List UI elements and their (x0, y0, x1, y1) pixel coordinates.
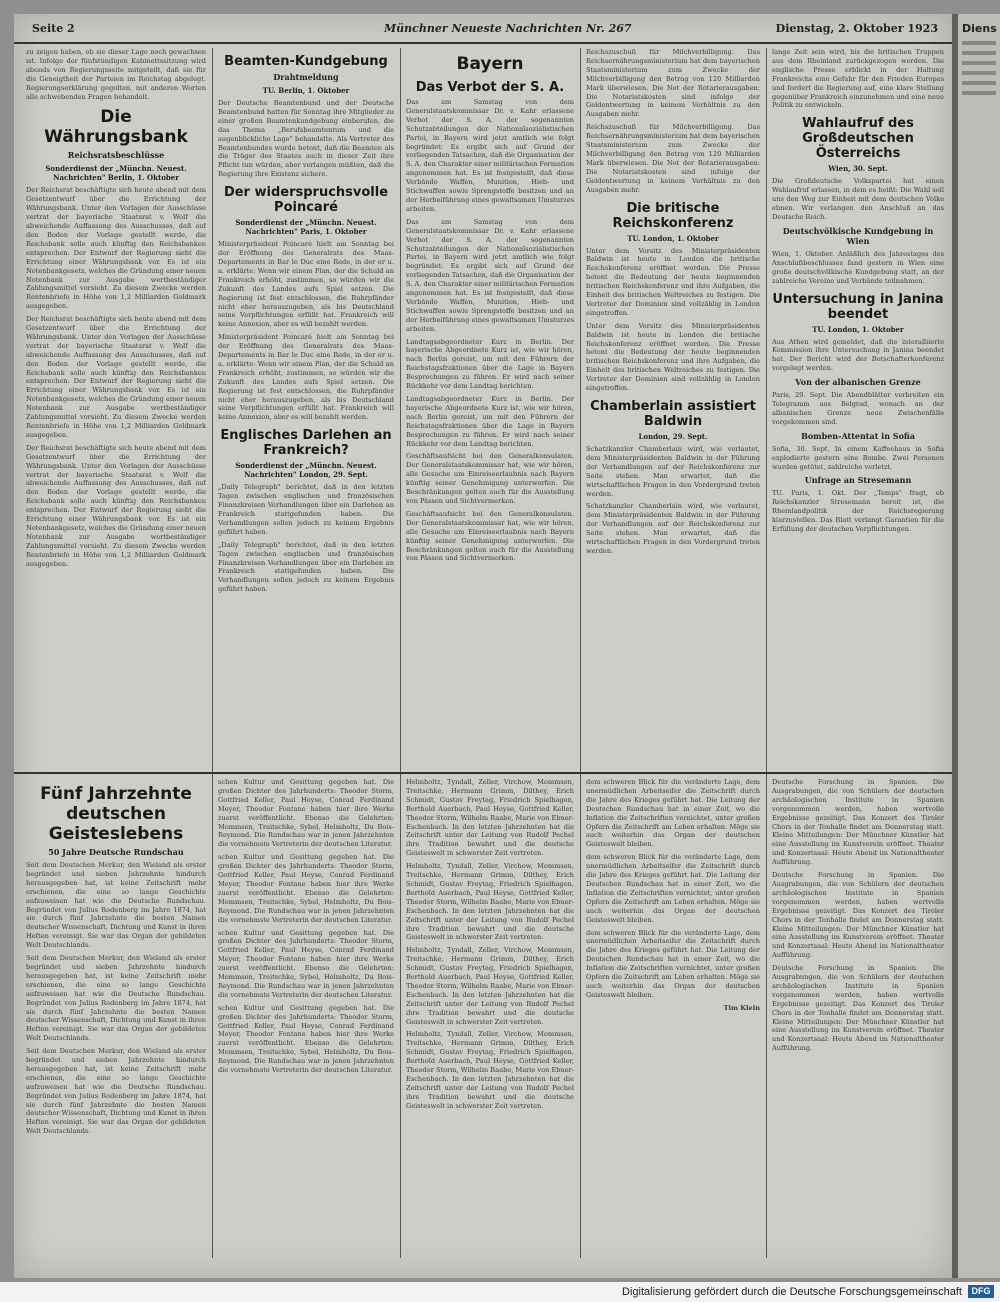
headline-bayern: Bayern (456, 54, 524, 74)
article-text: Landtagsabgeordneter Kurz in Berlin. Der bayerische Abgeordnete Kurz ist, wie wir hören, nach Berlin gereist, um mit den Führern der Reichstagsfraktionen über die Lage in Bayern Besprechungen zu führen. Er wird nach seiner Rückkehr vor dem Landtag berichten. (406, 395, 574, 448)
headline-poincare: Der widerspruchsvolle Poincaré (223, 185, 389, 216)
subheadline-sofia: Bomben-Attentat in Sofia (801, 430, 915, 441)
dateline: TU. Berlin, 1. Oktober (262, 86, 350, 95)
dateline: TU. London, 1. Oktober (812, 324, 904, 334)
article-text: schen Kultur und Gesittung gegeben hat. Die großen Dichter des Jahrhunderts: Theodor Storm, Gottfried Keller, Paul Heyse, Conrad Ferdinand Meyer, Theodor Fontane haben hier ihre Werke zuerst veröffentlicht. Ebenso die Gelehrten: Mommsen, Treitschke, Sybel, Helmholtz, Du Bois-Reymond. Die Rundschau war in jenen Jahrzehnten die vornehmste Vertreterin der deutschen Literatur. (218, 853, 394, 924)
article-text: dem schweren Blick für die veränderte Lage, dem unermüdlichen Arbeitseifer die Zeitschrift durch die Jahre des Krieges geführt hat. Die Leitung der Deutschen Rundschau hat in einer Zeit, wo die Inflation die Zeitschriften vernichtet, unter großen Opfern die Zeitschrift am Leben erhalten. Möge sie auch weiterhin das Organ der deutschen Geisteswelt bleiben. (586, 778, 760, 849)
dateline: TU. London, 1. Oktober (627, 233, 719, 243)
article-text: Schatzkanzler Chamberlain wird, wie verlautet, dem Ministerpräsidenten Baldwin in der Führung der Verhandlungen auf der Reichskonferenz zur Seite stehen. Man erwartet, daß die wirtschaftlichen Fragen in den Vordergrund treten werden. (586, 502, 760, 555)
headline-janina: Untersuchung in Janina beendet (772, 291, 944, 322)
headline-wahlaufruf: Wahlaufruf des Großdeutschen Österreichs (802, 116, 914, 162)
article-text: schen Kultur und Gesittung gegeben hat. Die großen Dichter des Jahrhunderts: Theodor Storm, Gottfried Keller, Paul Heyse, Conrad Ferdinand Meyer, Theodor Fontane haben hier ihre Werke zuerst veröffentlicht. Ebenso die Gelehrten: Mommsen, Treitschke, Sybel, Helmholtz, Du Bois-Reymond. Die Rundschau war in jenen Jahrzehnten die vornehmste Vertreterin der deutschen Literatur. (218, 1003, 394, 1075)
column-rule (400, 48, 401, 1258)
article-text: „Daily Telegraph" berichtet, daß in den letzten Tagen zwischen englischen und französischen Finanzkreisen Verhandlungen über ein Darlehen an Frankreich stattgefunden haben. Die Verhandlungen sollen jedoch zu keinem Ergebnis geführt haben. (218, 483, 394, 536)
text-line (962, 91, 996, 95)
column-rule (212, 48, 213, 1258)
dateline: Wien, 30. Sept. (828, 164, 888, 174)
article-text: schen Kultur und Gesittung gegeben hat. Die großen Dichter des Jahrhunderts: Theodor Storm, Gottfried Keller, Paul Heyse, Conrad Ferdinand Meyer, Theodor Fontane haben hier ihre Werke zuerst veröffentlicht. Ebenso die Gelehrten: Mommsen, Treitschke, Sybel, Helmholtz, Du Bois-Reymond. Die Rundschau war in jenen Jahrzehnten die vornehmste Vertreterin der deutschen Literatur. (218, 928, 394, 999)
article-text: Der Deutsche Beamtenbund und der Deutsche Beamtenbund hatten für Sonntag ihre Mitglieder zu einer großen Beamtenkundgebung einberufen, die das Thema „Berufsbeamtentum und die augenblickliche Lage" behandelte. Als Vertreter des Beamtenbundes wurde betont, daß die Beamten als die Träger des Staates auch in dieser Zeit ihre Pflicht tun würden, aber verlangen müßten, daß die Regierung ihre Existenz sichere. (218, 99, 394, 179)
article-text: Paris, 29. Sept. Die Abendblätter verbreiten ein Telegramm aus Belgrad, wonach an der albanischen Grenze neue Zwischenfälle vorgekommen sind. (772, 391, 944, 426)
article-text: Landtagsabgeordneter Kurz in Berlin. Der bayerische Abgeordnete Kurz ist, wie wir hören, nach Berlin gereist, um mit den Führern der Reichstagsfraktionen über die Lage in Bayern Besprechungen zu führen. Er wird nach seiner Rückkehr vor dem Landtag berichten. (406, 337, 574, 391)
text-line (962, 61, 996, 65)
article-text: Helmholtz, Tyndall, Zeller, Virchow, Mommsen, Treitschke, Hermann Grimm, Dilthey, Erich Schmidt, Gustav Freytag, Friedrich Spielhagen, Berthold Auerbach, Paul Heyse, Gottfried Keller, Theodor Storm, Wilhelm Raabe, Marie von Ebner-Eschenbach. In den letzten Jahrzehnten hat die Zeitschrift unter der Leitung von Rudolf Pechel ihre Tradition bewahrt und die deutsche Geisteswelt in schwerster Zeit vertreten. (406, 946, 574, 1026)
article-text: Seit dem Deutschen Merkur, den Wieland als erster begründet und sieben Jahrzehnte hindurch herausgegeben hat, ist keine Zeitschrift mehr erschienen, die eine so lange Geschichte aufzuweisen hat wie die Deutsche Rundschau. Begründet von Julius Rodenberg im Jahre 1874, hat sie durch fünf Jahrzehnte die besten Namen deutscher Wissenschaft, Dichtung und Kunst in ihren Heften vereinigt. Sie war das Organ der gebildeten Welt Deutschlands. (26, 1047, 206, 1136)
article-text: Reichszuschuß für Milchverbilligung. Das Reichsernährungsministerium hat dem bayerischen Staatsministerium zum Zwecke der Milchverbilligung den Betrag von 120 Milliarden Mark überwiesen. Die Not der Rotarierausgaben: Die Notariatskosten sind infolge der Geldentwertung in keinem Verhältnis zu den Ausgaben mehr. (586, 123, 760, 194)
headline-fuenf-jahrzehnte: Fünf Jahrzehnte deutschen Geisteslebens (40, 784, 192, 844)
masthead: Münchner Neueste Nachrichten Nr. 267 (384, 22, 632, 35)
article-text: Die Großdeutsche Volkspartei hat einen Wahlaufruf erlassen, in dem es heißt: Die Wahl soll uns den Weg zur Einheit mit dem deutschen Volke ebnen. Wir verlangen den Anschluß an das Deutsche Reich. (772, 177, 944, 221)
feuilleton-column-5 (772, 778, 944, 1258)
feuilleton-column-2 (218, 778, 394, 1258)
article-text: Geschäftsaufsicht bei den Generalkonsulaten. Der Generalstaatskommissar hat, wie wir hören, alle Gesuche um Einreiseerlaubnis nach Bayern künftig seiner Genehmigung unterworfen. Die Beschränkungen gelten auch für die Ausstellung von Pässen und Sichtvermerken. (406, 452, 574, 505)
article-text: Unter dem Vorsitz des Ministerpräsidenten Baldwin ist heute in London die britische Reichskonferenz eröffnet worden. Die Presse betont die Bedeutung der heute beginnenden britischen Reichskonferenz und ihre Aufgaben, die Einheit des britischen Weltreiches zu festigen. Die Vertreter der Dominien sind vollzählig in London eingetroffen. (586, 246, 760, 317)
dateline: Sonderdienst der „Münchn. Neuest. Nachrichten" London, 29. Sept. (235, 461, 377, 480)
article-author: Tim Klein (723, 1003, 760, 1012)
column-1 (26, 48, 206, 768)
article-text: Seit dem Deutschen Merkur, den Wieland als erster begründet und sieben Jahrzehnte hindurch herausgegeben hat, ist keine Zeitschrift mehr erschienen, die eine so lange Geschichte aufzuweisen hat wie die Deutsche Rundschau. Begründet von Julius Rodenberg im Jahre 1874, hat sie durch fünf Jahrzehnte die besten Namen deutscher Wissenschaft, Dichtung und Kunst in ihren Heften vereinigt. Sie war das Organ der gebildeten Welt Deutschlands. (26, 954, 206, 1043)
subheadline-sa-verbot: Das Verbot der S. A. (415, 80, 565, 95)
dfg-logo: DFG (968, 1285, 994, 1298)
article-text: schen Kultur und Gesittung gegeben hat. Die großen Dichter des Jahrhunderts: Theodor Storm, Gottfried Keller, Paul Heyse, Conrad Ferdinand Meyer, Theodor Fontane haben hier ihre Werke zuerst veröffentlicht. Ebenso die Gelehrten: Mommsen, Treitschke, Sybel, Helmholtz, Du Bois-Reymond. Die Rundschau war in jenen Jahrzehnten die vornehmste Vertreterin der deutschen Literatur. (218, 778, 394, 849)
page-header (14, 14, 952, 44)
article-text: Deutsche Forschung in Spanien. Die Ausgrabungen, die von Schülern der deutschen archäologischen Institute in Spanien vorgenommen werden, haben wertvolle Ergebnisse gezeitigt. Das Konzert des Tiroler Chors in der Tonhalle findet am Donnerstag statt. Kleine Mitteilungen: Der Münchner Künstler hat eine Ausstellung im Kunstverein eröffnet. Theater und Konzertsaal: Heute Abend im Nationaltheater Aufführung. (772, 964, 944, 1053)
headline-beamten: Beamten-Kundgebung (224, 54, 388, 69)
adjacent-page-edge (958, 14, 1000, 1278)
article-text: Geschäftsaufsicht bei den Generalkonsulaten. Der Generalstaatskommissar hat, wie wir hören, alle Gesuche um Einreiseerlaubnis nach Bayern künftig seiner Genehmigung unterworfen. Die Beschränkungen gelten auch für die Ausstellung von Pässen und Sichtvermerken. (406, 509, 574, 563)
article-text: Sofia, 30. Sept. In einem Kaffeehaus in Sofia explodierte gestern eine Bombe. Zwei Personen wurden getötet, zahlreiche verletzt. (772, 444, 944, 471)
article-text: Helmholtz, Tyndall, Zeller, Virchow, Mommsen, Treitschke, Hermann Grimm, Dilthey, Erich Schmidt, Gustav Freytag, Friedrich Spielhagen, Berthold Auerbach, Paul Heyse, Gottfried Keller, Theodor Storm, Wilhelm Raabe, Marie von Ebner-Eschenbach. In den letzten Jahrzehnten hat die Zeitschrift unter der Leitung von Rudolf Pechel ihre Tradition bewahrt und die deutsche Geisteswelt in schwerster Zeit vertreten. (406, 778, 574, 858)
subheadline-stresemann: Unfrage an Stresemann (804, 475, 912, 486)
headline-darlehen: Englisches Darlehen an Frankreich? (220, 428, 392, 459)
article-text: TU. Paris, 1. Okt. Der „Temps" fragt, ob Reichskanzler Stresemann bereit ist, die Rheinlandpolitik der Reichsregierung klarzustellen. Das Blatt verlangt Garantien für die Erfüllung der deutschen Verpflichtungen. (772, 489, 944, 534)
column-4 (586, 48, 760, 768)
adjacent-page-header: Diens (962, 22, 997, 35)
article-text: Deutsche Forschung in Spanien. Die Ausgrabungen, die von Schülern der deutschen archäologischen Institute in Spanien vorgenommen werden, haben wertvolle Ergebnisse gezeitigt. Das Konzert des Tiroler Chors in der Tonhalle findet am Donnerstag statt. Kleine Mitteilungen: Der Münchner Künstler hat eine Ausstellung im Kunstverein eröffnet. Theater und Konzertsaal: Heute Abend im Nationaltheater Aufführung. (772, 778, 944, 867)
newspaper-page (14, 14, 952, 1278)
article-text: Ministerpräsident Poincaré hielt am Sonntag bei der Eröffnung des Generalrats des Maas-Departements in Bar le Duc eine Rede, in der er u. a. erklärte: Wenn wir einem Plan, der die Schuld an Frankreich erhöht, zustimmen, so würden wir die Zukunft des Landes aufs Spiel setzen. Die Regierung ist fest entschlossen, die Ruhrpfänder nicht eher herauszugeben, als bis Deutschland seine Verpflichtungen erfüllt hat. Frankreich will keine Annexion, aber es will bezahlt werden. (218, 240, 394, 329)
article-text: Schatzkanzler Chamberlain wird, wie verlautet, dem Ministerpräsidenten Baldwin in der Führung der Verhandlungen auf der Reichskonferenz zur Seite stehen. Man erwartet, daß die wirtschaftlichen Fragen in den Vordergrund treten werden. (586, 445, 760, 498)
subheadline: Reichsratsbeschlüsse (67, 150, 165, 161)
subheadline-rundschau: 50 Jahre Deutsche Rundschau (48, 847, 184, 857)
text-line (962, 51, 996, 55)
article-text: Helmholtz, Tyndall, Zeller, Virchow, Mommsen, Treitschke, Hermann Grimm, Dilthey, Erich Schmidt, Gustav Freytag, Friedrich Spielhagen, Berthold Auerbach, Paul Heyse, Gottfried Keller, Theodor Storm, Wilhelm Raabe, Marie von Ebner-Eschenbach. In den letzten Jahrzehnten hat die Zeitschrift unter der Leitung von Rudolf Pechel ihre Tradition bewahrt und die deutsche Geisteswelt in schwerster Zeit vertreten. (406, 862, 574, 942)
feuilleton-rule (14, 772, 952, 774)
article-text: Reichszuschuß für Milchverbilligung. Das Reichsernährungsministerium hat dem bayerischen Staatsministerium zum Zwecke der Milchverbilligung den Betrag von 120 Milliarden Mark überwiesen. Die Not der Rotarierausgaben: Die Notariatskosten sind infolge der Geldentwertung in keinem Verhältnis zu den Ausgaben mehr. (586, 48, 760, 119)
text-line (962, 71, 996, 75)
dfg-credit: Digitalisierung gefördert durch die Deutsche Forschungsgemeinschaft (622, 1286, 962, 1298)
column-2 (218, 48, 394, 768)
article-text: „Daily Telegraph" berichtet, daß in den letzten Tagen zwischen englischen und französischen Finanzkreisen Verhandlungen über ein Darlehen an Frankreich stattgefunden haben. Die Verhandlungen sollen jedoch zu keinem Ergebnis geführt haben. (218, 540, 394, 594)
subheadline: Drahtmeldung (273, 72, 339, 82)
subheadline-kundgebung-wien: Deutschvölkische Kundgebung in Wien (782, 225, 934, 246)
article-text: dem schweren Blick für die veränderte Lage, dem unermüdlichen Arbeitseifer die Zeitschrift durch die Jahre des Krieges geführt hat. Die Leitung der Deutschen Rundschau hat in einer Zeit, wo die Inflation die Zeitschriften vernichtet, unter großen Opfern die Zeitschrift am Leben erhalten. Möge sie auch weiterhin das Organ der deutschen Geisteswelt bleiben. (586, 928, 760, 999)
article-text: Unter dem Vorsitz des Ministerpräsidenten Baldwin ist heute in London die britische Reichskonferenz eröffnet worden. Die Presse betont die Bedeutung der heute beginnenden britischen Reichskonferenz und ihre Aufgaben, die Einheit des britischen Weltreiches zu festigen. Die Vertreter der Dominien sind vollzählig in London eingetroffen. (586, 321, 760, 393)
article-text: Ministerpräsident Poincaré hielt am Sonntag bei der Eröffnung des Generalrats des Maas-Departements in Bar le Duc eine Rede, in der er u. a. erklärte: Wenn wir einem Plan, der die Schuld an Frankreich erhöht, zustimmen, so würden wir die Zukunft des Landes aufs Spiel setzen. Die Regierung ist fest entschlossen, die Ruhrpfänder nicht eher herauszugeben, als bis Deutschland seine Verpflichtungen erfüllt hat. Frankreich will keine Annexion, aber es will bezahlt werden. (218, 333, 394, 422)
article-text: dem schweren Blick für die veränderte Lage, dem unermüdlichen Arbeitseifer die Zeitschrift durch die Jahre des Krieges geführt hat. Die Leitung der Deutschen Rundschau hat in einer Zeit, wo die Inflation die Zeitschriften vernichtet, unter großen Opfern die Zeitschrift am Leben erhalten. Möge sie auch weiterhin das Organ der deutschen Geisteswelt bleiben. (586, 853, 760, 924)
dateline: Sonderdienst der „Münchn. Neuest. Nachrichten" Berlin, 1. Oktober (45, 164, 187, 183)
column-rule (766, 48, 767, 1258)
column-rule (580, 48, 581, 1258)
column-3 (406, 48, 574, 768)
article-text: lange Zeit sein wird, bis die britischen Truppen aus dem Rheinland zurückgezogen werden. Die englische Presse erblickt in der Haltung Frankreichs eine Gefahr für den Frieden Europas und fordert die Regierung auf, eine klare Stellung gegenüber Frankreich einzunehmen und eine neue Politik zu entwickeln. (772, 48, 944, 110)
dateline: Sonderdienst der „Münchn. Neuest. Nachrichten" Paris, 1. Oktober (235, 218, 377, 237)
issue-date: Dienstag, 2. Oktober 1923 (775, 22, 938, 35)
article-text: Der Reichsrat beschäftigte sich heute abend mit dem Gesetzentwurf über die Errichtung der Währungsbank. Unter den Vorlagen der Ausschüsse vertrat der bayerische Staatsrat v. Wolf die abweichende Auffassung des Ausschusses, daß auf den Boden der Vorlage gestellt werde, die Reichsbank solle auch künftig den Reichsbanken entsprechen. Der Entwurf der Regierung sieht die Errichtung einer Währungsbank vor. Es ist ein Notenbankgesetz, welches die Gründung einer neuen Notenbank zur Ausgabe wertbeständiger Zahlungsmittel vorsieht. Zu diesem Zwecke werden Rentenbriefe in Höhe von 1,2 Milliarden Goldmark ausgegeben. (26, 186, 206, 311)
article-text: zu zeigen haben, ob sie dieser Lage noch gewachsen ist. Infolge der fünfstündigen Kabinettssitzung wird abends von Regierungsseite mitgeteilt, daß sie für die Geneigtheit der Parteien im Reichstag abgelegt. Regierungserklärung gegolten, mit anderen Worten alle schwebenden Fragen behandelt. (26, 48, 206, 101)
article-text: Der Reichsrat beschäftigte sich heute abend mit dem Gesetzentwurf über die Errichtung der Währungsbank. Unter den Vorlagen der Ausschüsse vertrat der bayerische Staatsrat v. Wolf die abweichende Auffassung des Ausschusses, daß auf den Boden der Vorlage gestellt werde, die Reichsbank solle auch künftig den Reichsbanken entsprechen. Der Entwurf der Regierung sieht die Errichtung einer Währungsbank vor. Es ist ein Notenbankgesetz, welches die Gründung einer neuen Notenbank zur Ausgabe wertbeständiger Zahlungsmittel vorsieht. Zu diesem Zwecke werden Rentenbriefe in Höhe von 1,2 Milliarden Goldmark ausgegeben. (26, 443, 206, 568)
digitization-footer (0, 1282, 1000, 1302)
dateline: London, 29. Sept. (638, 432, 708, 441)
page-number: Seite 2 (32, 22, 75, 35)
feuilleton-column-3 (406, 778, 574, 1258)
headline-chamberlain: Chamberlain assistiert Baldwin (590, 399, 756, 429)
subheadline-albanische-grenze: Von der albanischen Grenze (795, 377, 921, 388)
article-text: Das am Samstag von dem Generalstaatskommissar Dr. v. Kahr erlassene Verbot der S. A. der sogenannten Schutzabteilungen der Nationalsozialistischen Partei, in Bayern wird jetzt amtlich wie folgt begründet: Es ergibt sich auf Grund der vorliegenden Tatsachen, daß die Organisation der S. A. den Charakter einer militärischen Formation angenommen hat. Es ist festgestellt, daß diese Verbände Waffen, Munition, Hieb- und Stichwaffen sowie Sprengstoffe besitzen und an der Herbeiführung eines gewaltsamen Umsturzes arbeiten. (406, 217, 574, 333)
article-text: Seit dem Deutschen Merkur, den Wieland als erster begründet und sieben Jahrzehnte hindurch herausgegeben hat, ist keine Zeitschrift mehr erschienen, die eine so lange Geschichte aufzuweisen hat wie die Deutsche Rundschau. Begründet von Julius Rodenberg im Jahre 1874, hat sie durch fünf Jahrzehnte die besten Namen deutscher Wissenschaft, Dichtung und Kunst in ihren Heften vereinigt. Sie war das Organ der gebildeten Welt Deutschlands. (26, 861, 206, 950)
article-text: Wien, 1. Oktober. Anläßlich des Jahrestages des Anschlußbeschlusses fand gestern in Wien eine große deutschvölkische Kundgebung statt, an der zahlreiche Vereine und Verbände teilnahmen. (772, 249, 944, 285)
article-text: Aus Athen wird gemeldet, daß die interalliierte Kommission ihre Untersuchung in Janina beendet hat. Der Bericht wird der Botschafterkonferenz vorgelegt werden. (772, 337, 944, 373)
article-text: Das am Samstag von dem Generalstaatskommissar Dr. v. Kahr erlassene Verbot der S. A. der sogenannten Schutzabteilungen der Nationalsozialistischen Partei, in Bayern wird jetzt amtlich wie folgt begründet: Es ergibt sich auf Grund der vorliegenden Tatsachen, daß die Organisation der S. A. den Charakter einer militärischen Formation angenommen hat. Es ist festgestellt, daß diese Verbände Waffen, Munition, Hieb- und Stichwaffen sowie Sprengstoffe besitzen und an der Herbeiführung eines gewaltsamen Umsturzes arbeiten. (406, 98, 574, 213)
article-text: Deutsche Forschung in Spanien. Die Ausgrabungen, die von Schülern der deutschen archäologischen Institute in Spanien vorgenommen werden, haben wertvolle Ergebnisse gezeitigt. Das Konzert des Tiroler Chors in der Tonhalle findet am Donnerstag statt. Kleine Mitteilungen: Der Münchner Künstler hat eine Ausstellung im Kunstverein eröffnet. Theater und Konzertsaal: Heute Abend im Nationaltheater Aufführung. (772, 871, 944, 960)
article-text: Helmholtz, Tyndall, Zeller, Virchow, Mommsen, Treitschke, Hermann Grimm, Dilthey, Erich Schmidt, Gustav Freytag, Friedrich Spielhagen, Berthold Auerbach, Paul Heyse, Gottfried Keller, Theodor Storm, Wilhelm Raabe, Marie von Ebner-Eschenbach. In den letzten Jahrzehnten hat die Zeitschrift unter der Leitung von Rudolf Pechel ihre Tradition bewahrt und die deutsche Geisteswelt in schwerster Zeit vertreten. (406, 1030, 574, 1110)
headline-waehrungsbank: Die Währungsbank (44, 107, 188, 148)
feuilleton-column-1 (26, 778, 206, 1258)
column-5 (772, 48, 944, 768)
text-line (962, 41, 996, 45)
article-text: Der Reichsrat beschäftigte sich heute abend mit dem Gesetzentwurf über die Errichtung der Währungsbank. Unter den Vorlagen der Ausschüsse vertrat der bayerische Staatsrat v. Wolf die abweichende Auffassung des Ausschusses, daß auf den Boden der Vorlage gestellt werde, die Reichsbank solle auch künftig den Reichsbanken entsprechen. Der Entwurf der Regierung sieht die Errichtung einer Währungsbank vor. Es ist ein Notenbankgesetz, welches die Gründung einer neuen Notenbank zur Ausgabe wertbeständiger Zahlungsmittel vorsieht. Zu diesem Zwecke werden Rentenbriefe in Höhe von 1,2 Milliarden Goldmark ausgegeben. (26, 315, 206, 439)
feuilleton-column-4 (586, 778, 760, 1258)
headline-reichskonferenz: Die britische Reichskonferenz (612, 200, 734, 231)
text-line (962, 81, 996, 85)
